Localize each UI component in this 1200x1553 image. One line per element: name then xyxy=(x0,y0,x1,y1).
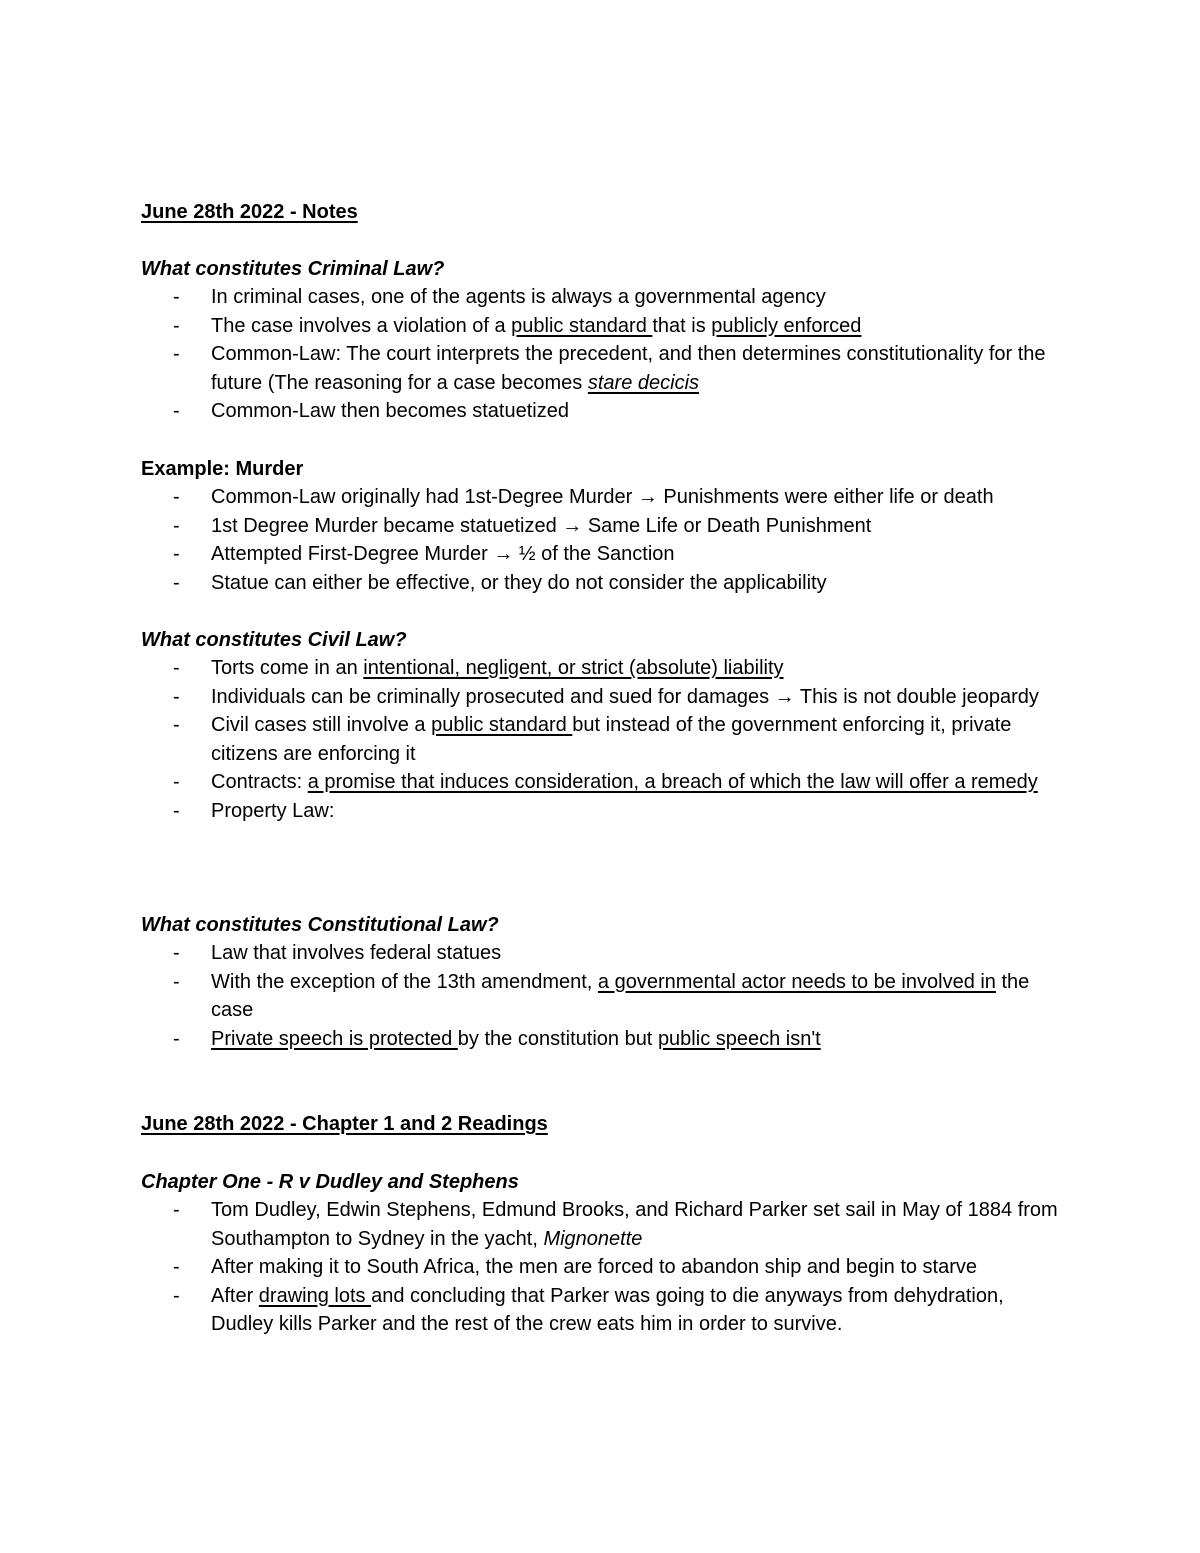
bullet-dash: - xyxy=(173,1256,180,1278)
bullet-dash: - xyxy=(173,714,180,736)
list-item xyxy=(141,1253,1071,1282)
list-item-text: Contracts: xyxy=(211,771,308,793)
list-item xyxy=(141,283,1071,312)
chapter-one-list xyxy=(141,1196,1071,1339)
bullet-dash: - xyxy=(173,771,180,793)
list-item xyxy=(141,569,1071,598)
list-item-text: a governmental actor needs to be involved in xyxy=(597,970,996,993)
list-item-text: Attempted First-Degree Murder → ½ of the Sanction xyxy=(211,543,675,565)
list-item-text: but instead of the government enforcing it, private citizens are enforcing it xyxy=(211,714,1012,765)
list-item xyxy=(141,540,1071,569)
bullet-dash: - xyxy=(173,486,180,508)
list-item-text: Common-Law: The court interprets the precedent, and then determines constitutionality for the future (The reasoning for a case becomes xyxy=(211,343,1046,394)
list-item-text: that is xyxy=(652,314,712,337)
murder-example-heading: Example: Murder xyxy=(141,458,304,480)
list-item xyxy=(141,512,1071,541)
list-item-text: public standard xyxy=(431,714,573,736)
civil-law-list xyxy=(141,654,1071,825)
readings-heading: June 28th 2022 - Chapter 1 and 2 Readings xyxy=(141,1113,548,1135)
chapter-one-heading: Chapter One - R v Dudley and Stephens xyxy=(141,1171,519,1193)
list-item-text: publicly enforced xyxy=(711,314,862,337)
list-item xyxy=(141,968,1071,1025)
criminal-law-list xyxy=(141,283,1071,426)
list-item-text: With the exception of the 13th amendment, xyxy=(211,970,598,993)
list-item xyxy=(141,711,1071,768)
bullet-dash: - xyxy=(173,314,180,337)
list-item-text: Mignonette xyxy=(543,1227,643,1250)
list-item xyxy=(141,1025,1071,1054)
constitutional-law-list xyxy=(141,939,1071,1053)
list-item-text: Common-Law originally had 1st-Degree Murder → Punishments were either life or death xyxy=(211,486,994,508)
bullet-dash: - xyxy=(173,657,180,679)
list-item-text: Common-Law then becomes statuetized xyxy=(211,400,569,422)
bullet-dash: - xyxy=(173,286,180,308)
list-item xyxy=(141,768,1071,797)
list-item-text: public standard xyxy=(511,314,653,337)
bullet-dash: - xyxy=(173,543,180,565)
list-item xyxy=(141,1196,1071,1253)
list-item xyxy=(141,312,1071,341)
bullet-dash: - xyxy=(173,1027,180,1050)
list-item-text: stare decicis xyxy=(587,371,700,394)
bullet-dash: - xyxy=(173,514,180,537)
list-item-text: Property Law: xyxy=(211,799,335,822)
list-item-text: Individuals can be criminally prosecuted and sued for damages → This is not double jeopardy xyxy=(211,685,1039,708)
criminal-law-heading: What constitutes Criminal Law? xyxy=(141,258,445,280)
list-item-text: Statue can either be effective, or they do not consider the applicability xyxy=(211,571,827,594)
bullet-dash: - xyxy=(173,1199,180,1221)
list-item xyxy=(141,397,1071,426)
list-item-text: 1st Degree Murder became statuetized → Same Life or Death Punishment xyxy=(211,514,872,537)
list-item xyxy=(141,654,1071,683)
civil-law-heading: What constitutes Civil Law? xyxy=(141,629,407,651)
bullet-dash: - xyxy=(173,799,180,822)
bullet-dash: - xyxy=(173,343,180,365)
murder-example-list xyxy=(141,483,1071,597)
list-item-text: In criminal cases, one of the agents is always a governmental agency xyxy=(211,286,826,308)
constitutional-law-heading: What constitutes Constitutional Law? xyxy=(141,914,499,936)
list-item-text: intentional, negligent, or strict (absolute) liability xyxy=(363,657,784,679)
list-item-text: After making it to South Africa, the men are forced to abandon ship and begin to starve xyxy=(211,1256,978,1278)
list-item-text: and concluding that Parker was going to die anyways from dehydration, Dudley kills Parker and the rest of the crew eats him in order to survive. xyxy=(211,1284,1004,1335)
list-item-text: Law that involves federal statues xyxy=(211,942,502,964)
list-item-text: drawing lots xyxy=(258,1284,372,1307)
bullet-dash: - xyxy=(173,571,180,594)
list-item xyxy=(141,340,1071,397)
notes-heading: June 28th 2022 - Notes xyxy=(141,201,358,223)
bullet-dash: - xyxy=(173,1284,180,1307)
list-item xyxy=(141,939,1071,968)
bullet-dash: - xyxy=(173,685,180,708)
list-item xyxy=(141,683,1071,712)
bullet-dash: - xyxy=(173,970,180,993)
list-item-text: Torts come in an xyxy=(211,657,364,679)
list-item-text: Tom Dudley, Edwin Stephens, Edmund Brooks, and Richard Parker set sail in May of 1884 from Southampton to Sydney in the yacht, xyxy=(211,1199,1058,1250)
list-item-text: by the constitution but xyxy=(457,1027,658,1050)
list-item-text: Private speech is protected xyxy=(211,1027,458,1050)
list-item-text: a promise that induces consideration, a breach of which the law will offer a remedy xyxy=(307,771,1038,793)
list-item xyxy=(141,483,1071,512)
list-item-text: Civil cases still involve a xyxy=(211,714,432,736)
list-item-text: The case involves a violation of a xyxy=(211,314,512,337)
bullet-dash: - xyxy=(173,942,180,964)
list-item-text: After xyxy=(211,1284,259,1307)
list-item-text: the case xyxy=(211,970,1030,1021)
bullet-dash: - xyxy=(173,400,180,422)
list-item-text: public speech isn't xyxy=(657,1027,821,1050)
list-item xyxy=(141,797,1071,826)
list-item xyxy=(141,1282,1071,1339)
